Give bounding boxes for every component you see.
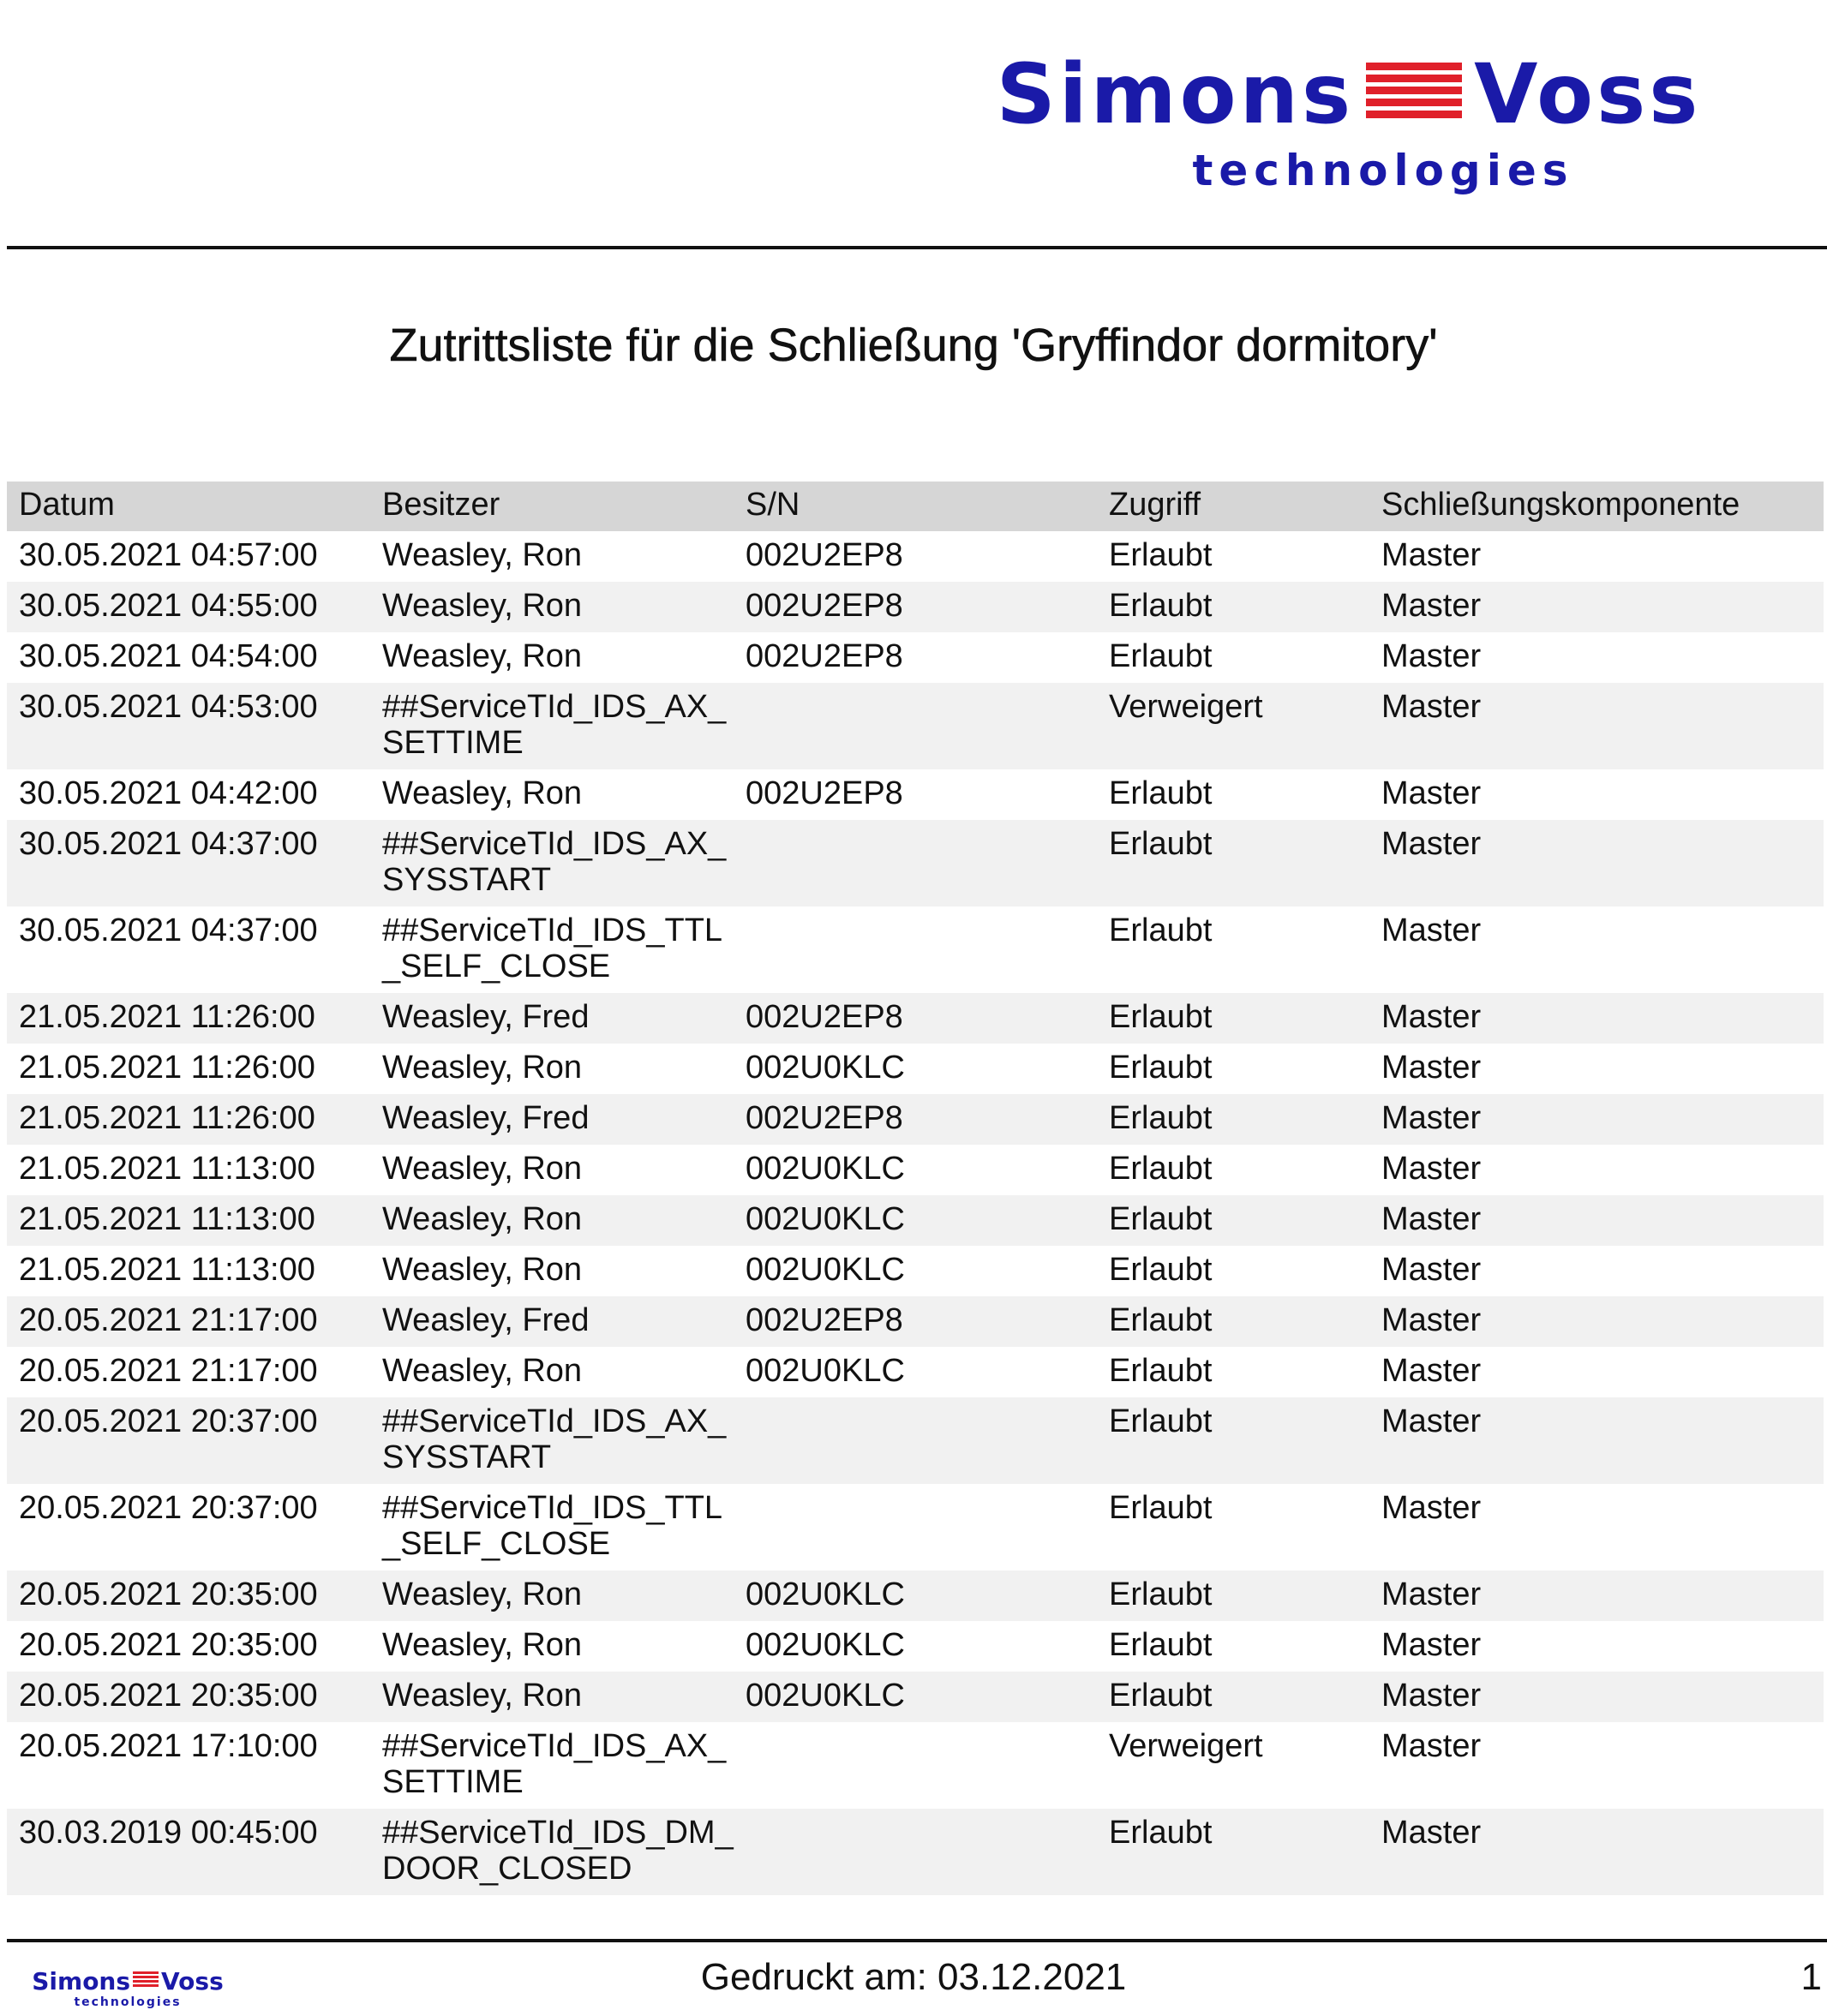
cell-komponente: Master [1381, 1728, 1482, 1764]
cell-besitzer: ##ServiceTId_IDS_TTL​_SELF_CLOSE [382, 1490, 723, 1562]
cell-komponente: Master [1381, 1151, 1482, 1187]
cell-besitzer: ##ServiceTId_IDS_AX_​SETTIME [382, 689, 727, 761]
cell-zugriff: Erlaubt [1109, 1815, 1213, 1851]
table-row [7, 769, 1824, 820]
cell-datum: 20.05.2021 20:35:00 [19, 1576, 318, 1612]
cell-komponente: Master [1381, 1576, 1482, 1612]
cell-datum: 30.03.2019 00:45:00 [19, 1815, 318, 1851]
cell-sn: 002U0KLC [746, 1252, 905, 1288]
column-header-sn: S/N [746, 487, 800, 523]
page-title: Zutrittsliste für die Schließung 'Gryffindor dormitory' [389, 320, 1438, 371]
table-row [7, 683, 1824, 769]
cell-komponente: Master [1381, 638, 1482, 674]
simonsvoss-logo [912, 46, 1786, 195]
cell-sn: 002U2EP8 [746, 1100, 903, 1136]
column-header-schliessungskomponente: Schließungskomponente [1381, 487, 1740, 523]
table-row [7, 632, 1824, 683]
cell-sn [734, 1484, 1097, 1570]
cell-komponente: Master [1381, 1403, 1482, 1439]
footer-logo-subtitle: technologies [74, 1995, 182, 2009]
table-row [7, 993, 1824, 1044]
cell-zugriff: Erlaubt [1109, 1627, 1213, 1663]
logo-wordmark [912, 46, 1786, 142]
table-body [7, 531, 1824, 1895]
cell-datum: 30.05.2021 04:55:00 [19, 588, 318, 624]
cell-sn: 002U0KLC [746, 1201, 905, 1237]
cell-zugriff: Verweigert [1109, 1728, 1263, 1764]
cell-datum: 21.05.2021 11:26:00 [19, 1050, 315, 1086]
cell-besitzer: Weasley, Ron [382, 588, 583, 624]
logo-word-right: Voss [1474, 46, 1702, 142]
cell-besitzer: ##ServiceTId_IDS_AX_​SETTIME [382, 1728, 727, 1800]
cell-zugriff: Erlaubt [1109, 1151, 1213, 1187]
table-row [7, 1246, 1824, 1296]
cell-komponente: Master [1381, 537, 1482, 573]
cell-besitzer: Weasley, Fred [382, 1100, 590, 1136]
cell-datum: 30.05.2021 04:53:00 [19, 689, 318, 725]
cell-datum: 21.05.2021 11:13:00 [19, 1201, 315, 1237]
cell-besitzer: ##ServiceTId_IDS_AX_​SYSSTART [382, 1403, 727, 1475]
column-header-datum: Datum [19, 487, 115, 523]
table-row [7, 1570, 1824, 1621]
cell-zugriff: Erlaubt [1109, 999, 1213, 1035]
cell-zugriff: Erlaubt [1109, 1403, 1213, 1439]
printed-date: Gedruckt am: 03.12.2021 [700, 1956, 1127, 1998]
cell-besitzer: ##ServiceTId_IDS_TTL​_SELF_CLOSE [382, 912, 723, 984]
cell-zugriff: Erlaubt [1109, 1050, 1213, 1086]
table-header-row [7, 482, 1824, 531]
cell-datum: 30.05.2021 04:37:00 [19, 826, 318, 862]
cell-zugriff: Erlaubt [1109, 912, 1213, 948]
cell-komponente: Master [1381, 1678, 1482, 1714]
cell-zugriff: Erlaubt [1109, 1252, 1213, 1288]
cell-sn [734, 683, 1097, 769]
table-row [7, 1094, 1824, 1145]
cell-komponente: Master [1381, 912, 1482, 948]
cell-besitzer: Weasley, Ron [382, 1050, 583, 1086]
cell-besitzer: Weasley, Ron [382, 775, 583, 811]
cell-datum: 20.05.2021 20:37:00 [19, 1490, 318, 1526]
cell-komponente: Master [1381, 775, 1482, 811]
cell-sn: 002U2EP8 [746, 537, 903, 573]
cell-komponente: Master [1381, 1302, 1482, 1338]
cell-datum: 20.05.2021 21:17:00 [19, 1302, 318, 1338]
cell-sn: 002U0KLC [746, 1627, 905, 1663]
cell-datum: 20.05.2021 17:10:00 [19, 1728, 318, 1764]
table-row [7, 1621, 1824, 1672]
cell-komponente: Master [1381, 689, 1482, 725]
cell-datum: 21.05.2021 11:13:00 [19, 1151, 315, 1187]
cell-zugriff: Erlaubt [1109, 638, 1213, 674]
cell-besitzer: ##ServiceTId_IDS_DM_​DOOR_CLOSED [382, 1815, 734, 1887]
cell-besitzer: Weasley, Fred [382, 999, 590, 1035]
cell-besitzer: Weasley, Ron [382, 537, 583, 573]
table-row [7, 906, 1824, 993]
cell-datum: 30.05.2021 04:57:00 [19, 537, 318, 573]
page-number: 1 [1800, 1956, 1822, 1998]
cell-sn [734, 1809, 1097, 1895]
cell-zugriff: Verweigert [1109, 689, 1263, 725]
cell-sn: 002U2EP8 [746, 775, 903, 811]
cell-besitzer: Weasley, Ron [382, 638, 583, 674]
cell-zugriff: Erlaubt [1109, 588, 1213, 624]
cell-zugriff: Erlaubt [1109, 1490, 1213, 1526]
table-row [7, 1397, 1824, 1484]
cell-sn: 002U0KLC [746, 1576, 905, 1612]
cell-besitzer: Weasley, Ron [382, 1678, 583, 1714]
cell-zugriff: Erlaubt [1109, 537, 1213, 573]
table-row [7, 820, 1824, 906]
cell-sn: 002U0KLC [746, 1151, 905, 1187]
cell-komponente: Master [1381, 1627, 1482, 1663]
cell-sn [734, 1397, 1097, 1484]
cell-komponente: Master [1381, 1815, 1482, 1851]
cell-komponente: Master [1381, 1201, 1482, 1237]
cell-sn [734, 820, 1097, 906]
cell-zugriff: Erlaubt [1109, 826, 1213, 862]
cell-besitzer: Weasley, Ron [382, 1353, 583, 1389]
cell-datum: 30.05.2021 04:54:00 [19, 638, 318, 674]
cell-datum: 30.05.2021 04:42:00 [19, 775, 318, 811]
cell-datum: 21.05.2021 11:26:00 [19, 1100, 315, 1136]
cell-besitzer: Weasley, Fred [382, 1302, 590, 1338]
cell-besitzer: ##ServiceTId_IDS_AX_​SYSSTART [382, 826, 727, 898]
cell-datum: 20.05.2021 20:37:00 [19, 1403, 318, 1439]
cell-datum: 20.05.2021 21:17:00 [19, 1353, 318, 1389]
cell-sn: 002U2EP8 [746, 1302, 903, 1338]
cell-sn: 002U0KLC [746, 1050, 905, 1086]
table-row [7, 1347, 1824, 1397]
table-row [7, 531, 1824, 582]
table-row [7, 1195, 1824, 1246]
cell-komponente: Master [1381, 1252, 1482, 1288]
cell-datum: 20.05.2021 20:35:00 [19, 1627, 318, 1663]
cell-sn: 002U2EP8 [746, 588, 903, 624]
logo-bars-icon [1366, 63, 1462, 119]
header-divider [7, 246, 1827, 249]
cell-zugriff: Erlaubt [1109, 1100, 1213, 1136]
cell-zugriff: Erlaubt [1109, 1353, 1213, 1389]
table-row [7, 582, 1824, 632]
cell-besitzer: Weasley, Ron [382, 1627, 583, 1663]
table-row [7, 1044, 1824, 1094]
cell-zugriff: Erlaubt [1109, 1576, 1213, 1612]
cell-komponente: Master [1381, 1050, 1482, 1086]
cell-zugriff: Erlaubt [1109, 775, 1213, 811]
cell-datum: 21.05.2021 11:26:00 [19, 999, 315, 1035]
cell-sn [734, 1722, 1097, 1809]
table-row [7, 1296, 1824, 1347]
cell-komponente: Master [1381, 1353, 1482, 1389]
cell-sn [734, 906, 1097, 993]
logo-word-left: Simons [996, 46, 1355, 142]
cell-zugriff: Erlaubt [1109, 1201, 1213, 1237]
table-row [7, 1484, 1824, 1570]
cell-sn: 002U0KLC [746, 1678, 905, 1714]
cell-komponente: Master [1381, 999, 1482, 1035]
cell-datum: 30.05.2021 04:37:00 [19, 912, 318, 948]
footer-logo-word-left: Simons [32, 1967, 131, 1995]
cell-besitzer: Weasley, Ron [382, 1201, 583, 1237]
table-row [7, 1145, 1824, 1195]
cell-komponente: Master [1381, 1100, 1482, 1136]
cell-datum: 20.05.2021 20:35:00 [19, 1678, 318, 1714]
cell-sn: 002U2EP8 [746, 638, 903, 674]
cell-sn: 002U2EP8 [746, 999, 903, 1035]
column-header-zugriff: Zugriff [1109, 487, 1201, 523]
cell-besitzer: Weasley, Ron [382, 1252, 583, 1288]
cell-komponente: Master [1381, 826, 1482, 862]
footer-logo-word-right: Voss [161, 1967, 224, 1995]
cell-datum: 21.05.2021 11:13:00 [19, 1252, 315, 1288]
table-row [7, 1809, 1824, 1895]
table-row [7, 1672, 1824, 1722]
cell-besitzer: Weasley, Ron [382, 1151, 583, 1187]
cell-besitzer: Weasley, Ron [382, 1576, 583, 1612]
logo-subtitle: technologies [1192, 146, 1574, 195]
cell-zugriff: Erlaubt [1109, 1302, 1213, 1338]
footer-divider [7, 1939, 1827, 1942]
table-row [7, 1722, 1824, 1809]
column-header-besitzer: Besitzer [382, 487, 500, 523]
access-list-table [7, 482, 1824, 1895]
cell-komponente: Master [1381, 588, 1482, 624]
cell-sn: 002U0KLC [746, 1353, 905, 1389]
cell-zugriff: Erlaubt [1109, 1678, 1213, 1714]
cell-komponente: Master [1381, 1490, 1482, 1526]
